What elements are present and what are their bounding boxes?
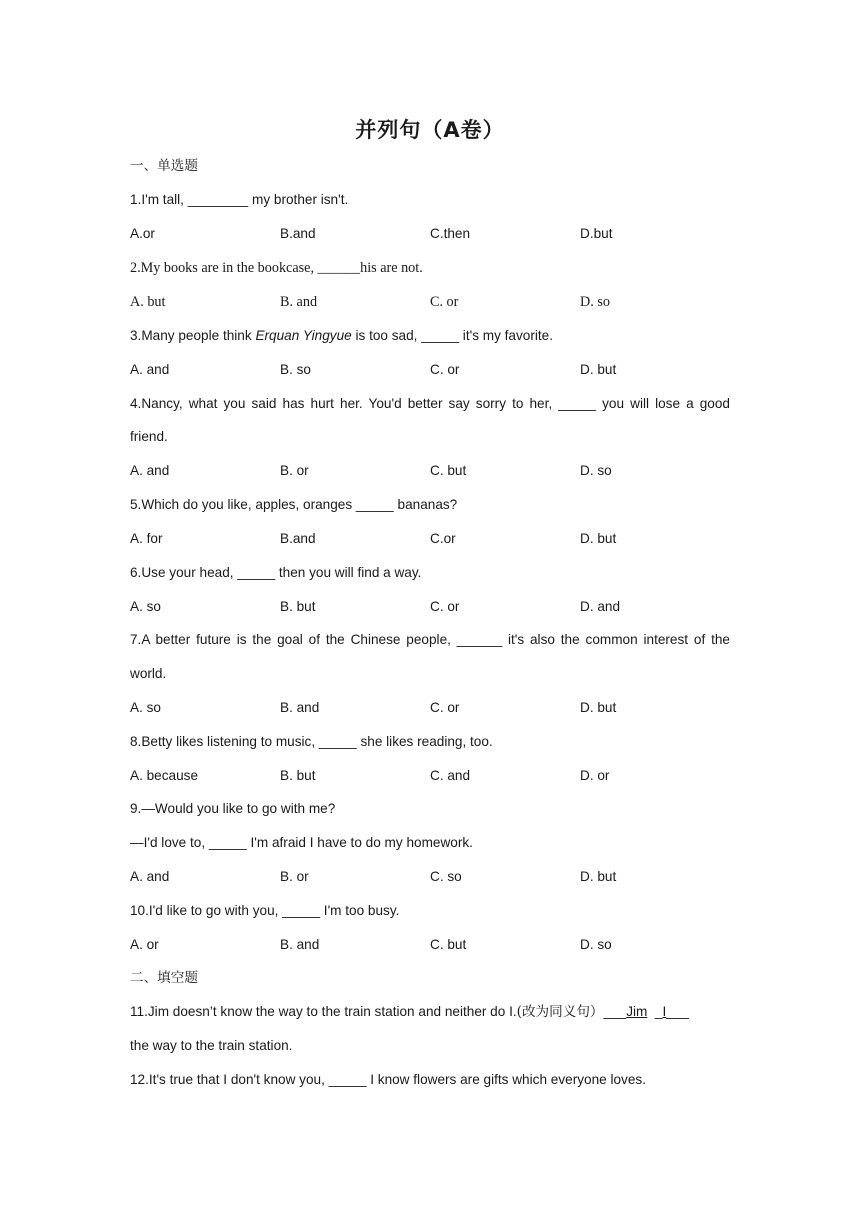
option-a: A. so	[130, 599, 161, 614]
option-a: A. and	[130, 362, 170, 377]
option-d: D. but	[580, 362, 617, 377]
option-b: B. but	[280, 768, 316, 783]
option-b: B. and	[280, 294, 318, 310]
option-b: B. and	[280, 700, 320, 715]
question-6: 6.Use your head, _____ then you will find a way.	[130, 565, 422, 580]
question-9-line-1: 9.—Would you like to go with me?	[130, 801, 336, 816]
page-title: 并列句（A卷）	[355, 118, 505, 142]
section-heading-single-choice: 一、单选题	[130, 158, 198, 174]
option-c: C. and	[430, 768, 471, 783]
question-7-line-2: world.	[130, 666, 167, 681]
question-11-instruction: (改为同义句）	[516, 1004, 604, 1020]
option-a: A. for	[130, 531, 163, 546]
option-d: D. but	[580, 869, 617, 884]
option-c: C.then	[430, 226, 471, 241]
question-3-text-end: is too sad, _____ it's my favorite.	[351, 328, 554, 343]
answer-word-i: I	[662, 1004, 667, 1019]
option-b: B. or	[280, 463, 309, 478]
question-11-line-1	[130, 1002, 730, 1022]
option-a: A.or	[130, 226, 155, 241]
question-2: 2.My books are in the bookcase, ______his are not.	[130, 260, 423, 276]
option-c: C. or	[430, 599, 460, 614]
option-a: A. and	[130, 869, 170, 884]
question-5: 5.Which do you like, apples, oranges _____ bananas?	[130, 497, 458, 512]
option-b: B. and	[280, 937, 320, 952]
option-b: B. or	[280, 869, 309, 884]
question-11-line-2: the way to the train station.	[130, 1038, 293, 1053]
question-3	[130, 326, 730, 346]
option-a: A. but	[130, 294, 166, 310]
option-d: D. or	[580, 768, 610, 783]
option-a: A. so	[130, 700, 161, 715]
option-c: C. or	[430, 362, 460, 377]
option-d: D. but	[580, 531, 617, 546]
question-11-text: 11.Jim doesn’t know the way to the train station and neither do I.	[130, 1004, 517, 1019]
option-b: B. but	[280, 599, 316, 614]
option-c: C. so	[430, 869, 462, 884]
answer-blank-2: _	[654, 1004, 663, 1019]
question-12: 12.It's true that I don't know you, _____ I know flowers are gifts which everyone loves.	[130, 1072, 646, 1087]
question-4-line-1: 4.Nancy, what you said has hurt her. You'd better say sorry to her, _____ you will lose a good	[130, 396, 730, 411]
option-c: C. but	[430, 937, 467, 952]
option-d: D.but	[580, 226, 613, 241]
option-a: A. or	[130, 937, 159, 952]
question-3-italic-title: Erquan Yingyue	[255, 328, 352, 343]
option-d: D. so	[580, 294, 610, 310]
option-a: A. and	[130, 463, 170, 478]
answer-blank-3: ___	[666, 1004, 689, 1019]
option-c: C.or	[430, 531, 456, 546]
question-4-line-2: friend.	[130, 429, 168, 444]
option-a: A. because	[130, 768, 199, 783]
option-b: B.and	[280, 226, 316, 241]
option-d: D. so	[580, 937, 612, 952]
option-d: D. and	[580, 599, 621, 614]
option-c: C. or	[430, 294, 459, 310]
option-d: D. but	[580, 700, 617, 715]
option-d: D. so	[580, 463, 612, 478]
option-c: C. but	[430, 463, 467, 478]
section-heading-fill-in: 二、填空题	[130, 970, 198, 986]
answer-word-jim: Jim	[626, 1004, 648, 1019]
option-b: B.and	[280, 531, 316, 546]
option-b: B. so	[280, 362, 311, 377]
question-7-line-1: 7.A better future is the goal of the Chinese people, ______ it's also the common interest of the	[130, 632, 730, 647]
question-10: 10.I'd like to go with you, _____ I'm too busy.	[130, 903, 400, 918]
question-3-text-start: 3.Many people think	[130, 328, 256, 343]
question-8: 8.Betty likes listening to music, _____ she likes reading, too.	[130, 734, 493, 749]
question-1: 1.I'm tall, ________ my brother isn't.	[130, 192, 349, 207]
option-c: C. or	[430, 700, 460, 715]
answer-blank-1: ___	[603, 1004, 627, 1019]
question-9-line-2: —I'd love to, _____ I'm afraid I have to do my homework.	[130, 835, 473, 850]
